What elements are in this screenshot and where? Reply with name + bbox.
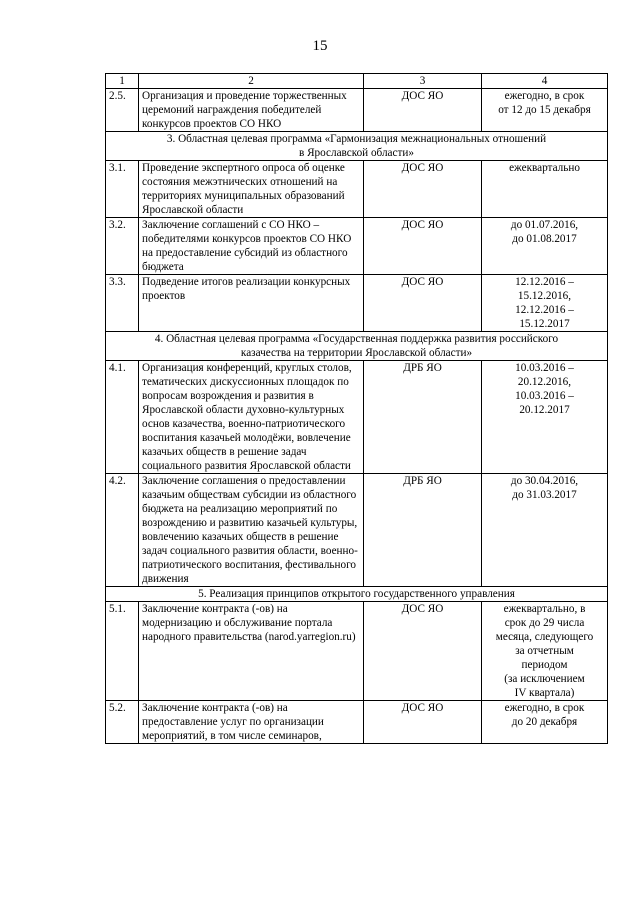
item-executor: ДОС ЯО [364,602,482,701]
deadline-line: 10.03.2016 – [515,390,574,402]
deadline-line: 10.03.2016 – [515,362,574,374]
item-deadline [482,218,608,275]
deadline-line: IV квартала) [514,687,575,699]
item-description: Заключение контракта (-ов) на предоставление услуг по организации мероприятий, в том числе семинаров, [139,701,364,744]
deadline-line: (за исключением [504,673,585,685]
item-description: Проведение экспертного опроса об оценке состояния межэтнических отношений на территориях муниципальных образований Ярославской области [139,161,364,218]
plan-table-body [106,74,608,744]
table-row [106,218,608,275]
item-description: Организация и проведение торжественных церемоний награждения победителей конкурсов проектов СО НКО [139,89,364,132]
table-row [106,474,608,587]
deadline-line: от 12 до 15 декабря [498,104,591,116]
section-title-line: 4. Областная целевая программа «Государственная поддержка развития российского [154,333,559,345]
item-executor: ДОС ЯО [364,218,482,275]
table-row [106,602,608,701]
deadline-line: ежегодно, в срок [504,90,585,102]
item-description: Заключение соглашения о предоставлении казачьим обществам субсидии из областного бюджета на реализацию мероприятий по возрождению и развитию казачьей культуры, вовлечению казачьих обществ в решение задач социального развития области, военно-патриотического воспитания, фестивального движения [139,474,364,587]
table-row [106,361,608,474]
item-description: Организация конференций, круглых столов, тематических дискуссионных площадок по вопросам возрождения и развития в Ярославской области духовно-культурных основ казачества, военно-патриотического воспитания казачьей молодёжи, вовлечение казачьих обществ в решение задач социального развития Ярославской области [139,361,364,474]
section-title [106,587,608,602]
section-heading-row [106,132,608,161]
section-title [106,132,608,161]
section-title-line: 5. Реализация принципов открытого государственного управления [198,588,515,600]
deadline-line: ежегодно, в срок [504,702,585,714]
item-number: 4.1. [106,361,139,474]
item-description: Заключение соглашений с СО НКО – победителями конкурсов проектов СО НКО на предоставление субсидий из областного бюджета [139,218,364,275]
deadline-line: 15.12.2017 [519,318,570,330]
item-deadline [482,474,608,587]
table-header-row [106,74,608,89]
section-title-line: 3. Областная целевая программа «Гармонизация межнациональных отношений [166,133,547,145]
deadline-line: до 30.04.2016, [510,475,579,487]
item-number: 3.3. [106,275,139,332]
column-number-3: 3 [364,74,482,89]
table-row [106,161,608,218]
page-number: 15 [312,38,328,54]
item-description: Подведение итогов реализации конкурсных проектов [139,275,364,332]
column-number-2: 2 [139,74,364,89]
deadline-line: до 20 декабря [511,716,578,728]
item-number: 3.2. [106,218,139,275]
deadline-line: 12.12.2016 – [515,276,574,288]
item-executor: ДОС ЯО [364,161,482,218]
item-executor: ДРБ ЯО [364,361,482,474]
item-executor: ДОС ЯО [364,701,482,744]
item-number: 5.1. [106,602,139,701]
deadline-line: до 01.07.2016, [510,219,579,231]
deadline-line: 12.12.2016 – [515,304,574,316]
deadline-line: месяца, следующего [495,631,594,643]
item-deadline [482,602,608,701]
deadline-line: 15.12.2016, [517,290,572,302]
item-executor: ДРБ ЯО [364,474,482,587]
deadline-line: ежеквартально [509,162,580,174]
section-title-line: казачества на территории Ярославской области» [240,347,473,359]
item-executor: ДОС ЯО [364,89,482,132]
item-deadline [482,361,608,474]
item-deadline [482,275,608,332]
section-title-line: в Ярославской области» [299,147,414,159]
column-number-4: 4 [482,74,608,89]
item-number: 4.2. [106,474,139,587]
deadline-line: до 31.03.2017 [512,489,577,501]
item-number: 2.5. [106,89,139,132]
deadline-line: 20.12.2016, [517,376,572,388]
deadline-line: 20.12.2017 [519,404,570,416]
item-executor: ДОС ЯО [364,275,482,332]
table-row [106,701,608,744]
deadline-line: ежеквартально, в [503,603,586,615]
column-number-1: 1 [106,74,139,89]
plan-table [105,73,608,744]
section-heading-row [106,332,608,361]
deadline-line: до 01.08.2017 [512,233,577,245]
item-deadline [482,701,608,744]
section-title [106,332,608,361]
item-description: Заключение контракта (-ов) на модернизацию и обслуживание портала народного правительства (narod.yarregion.ru) [139,602,364,701]
deadline-line: периодом [521,659,568,671]
item-deadline [482,89,608,132]
deadline-line: за отчетным [515,645,574,657]
table-row [106,89,608,132]
deadline-line: срок до 29 числа [504,617,585,629]
item-number: 3.1. [106,161,139,218]
item-number: 5.2. [106,701,139,744]
item-deadline [482,161,608,218]
section-heading-row [106,587,608,602]
table-row [106,275,608,332]
